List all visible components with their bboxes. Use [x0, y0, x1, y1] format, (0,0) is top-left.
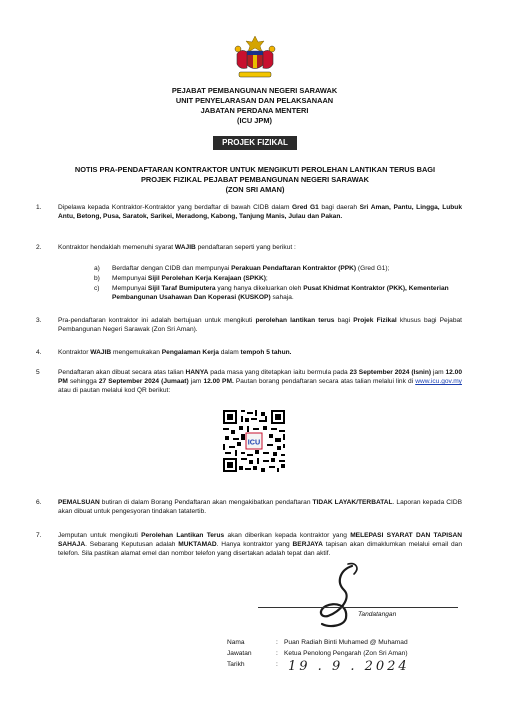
item-6: PEMALSUAN butiran di dalam Borang Pendaftaran akan mengakibatkan pendaftaran TIDAK LAYAK/TERBATAL. Laporan kepada CIDB akan dibuat untuk pengesyoran tindakan tatatertib. [58, 499, 463, 516]
registration-link[interactable]: www.icu.gov.my [415, 378, 462, 386]
item-4: Kontraktor WAJIB mengemukakan Pengalaman Kerja dalam tempoh 5 tahun. [58, 349, 292, 356]
date-colon: : [276, 661, 278, 668]
registration-qr-code[interactable] [221, 408, 287, 474]
header-line-1: PEJABAT PEMBANGUNAN NEGERI SARAWAK [171, 86, 338, 95]
date-value: 19 . 9 . 2024 [288, 659, 410, 674]
item-number-5: 5 [36, 369, 40, 376]
name-label: Nama [227, 639, 245, 646]
item-number-6: 6. [36, 499, 42, 506]
name-colon: : [276, 639, 278, 646]
sub-item-b-label: b) [94, 275, 100, 282]
sub-item-c: Mempunyai Sijil Taraf Bumiputera yang hanya dikeluarkan oleh Pusat Khidmat Kontraktor (PKK), Kementerian Pembangunan Usahawan Dan Koperasi (KUSKOP) sahaja. [112, 285, 449, 302]
item-5: Pendaftaran akan dibuat secara atas talian HANYA pada masa yang ditetapkan iaitu bermula pada 23 September 2024 (Isnin) jam 12.00 PM sehingga 27 September 2024 (Jumaat) jam 12.00 PM. Pautan borang pendaftaran secara atas talian melalui link di www.icu.gov.my atau di pautan melalui kod QR berikut: [58, 369, 463, 395]
item-2: Kontraktor hendaklah memenuhi syarat WAJIB pendaftaran seperti yang berikut : [58, 244, 296, 251]
notice-title-line-1: NOTIS PRA-PENDAFTARAN KONTRAKTOR UNTUK MENGIKUTI PEROLEHAN LANTIKAN TERUS BAGI [74, 165, 436, 174]
header-line-3: JABATAN PERDANA MENTERI [200, 106, 309, 115]
notice-title-line-3: (ZON SRI AMAN) [225, 185, 285, 194]
position-label: Jawatan [227, 650, 252, 657]
item-1: Dipelawa kepada Kontraktor-Kontraktor yang berdaftar di bawah CIDB dalam Gred G1 bagi daerah Sri Aman, Pantu, Lingga, Lubuk Antu, Betong, Pusa, Saratok, Sarikei, Meradong, Kabong, Tanjung Manis, Julau dan Pakan. [58, 204, 462, 221]
position-colon: : [276, 650, 278, 657]
qr-center-logo: ICU [247, 437, 261, 447]
project-badge: PROJEK FIZIKAL [213, 136, 297, 150]
item-7: Jemputan untuk mengikuti Perolehan Lantikan Terus akan diberikan kepada kontraktor yang MELEPASI SYARAT DAN TAPISAN SAHAJA. Sebarang Keputusan adalah MUKTAMAD. Hanya kontraktor yang BERJAYA tapisan akan dimaklumkan melalui email dan telefon. Sila pastikan alamat emel dan nombor telefon yang disertakan adalah tepat dan aktif. [58, 532, 462, 558]
sub-item-c-label: c) [94, 285, 100, 292]
position-value: Ketua Penolong Pengarah (Zon Sri Aman) [284, 650, 408, 657]
item-number-3: 3. [36, 317, 42, 324]
header-line-4: (ICU JPM) [237, 116, 272, 125]
item-number-4: 4. [36, 349, 42, 356]
date-label: Tarikh [227, 661, 245, 668]
sub-item-a: Berdaftar dengan CIDB dan mempunyai Perakuan Pendaftaran Kontraktor (PPK) (Gred G1); [112, 265, 390, 272]
handwritten-signature [300, 560, 380, 630]
name-value: Puan Radiah Binti Muhamed @ Muhamad [284, 639, 408, 646]
header-line-2: UNIT PENYELARASAN DAN PELAKSANAAN [175, 96, 334, 105]
signature-caption: Tandatangan [358, 611, 397, 618]
sub-item-b: Mempunyai Sijil Perolehan Kerja Kerajaan (SPKK); [112, 275, 268, 282]
item-3: Pra-pendaftaran kontraktor ini adalah bertujuan untuk mengikuti perolehan lantikan terus bagi Projek Fizikal khusus bagi Pejabat Pembangunan Negeri Sarawak (Zon Sri Aman). [58, 317, 462, 334]
coat-of-arms-logo [229, 34, 281, 80]
signature-line [258, 607, 458, 608]
item-number-1: 1. [36, 204, 42, 211]
notice-title-line-2: PROJEK FIZIKAL PEJABAT PEMBANGUNAN NEGERI SARAWAK [140, 175, 370, 184]
item-number-7: 7. [36, 532, 42, 539]
item-number-2: 2. [36, 244, 42, 251]
sub-item-a-label: a) [94, 265, 100, 272]
